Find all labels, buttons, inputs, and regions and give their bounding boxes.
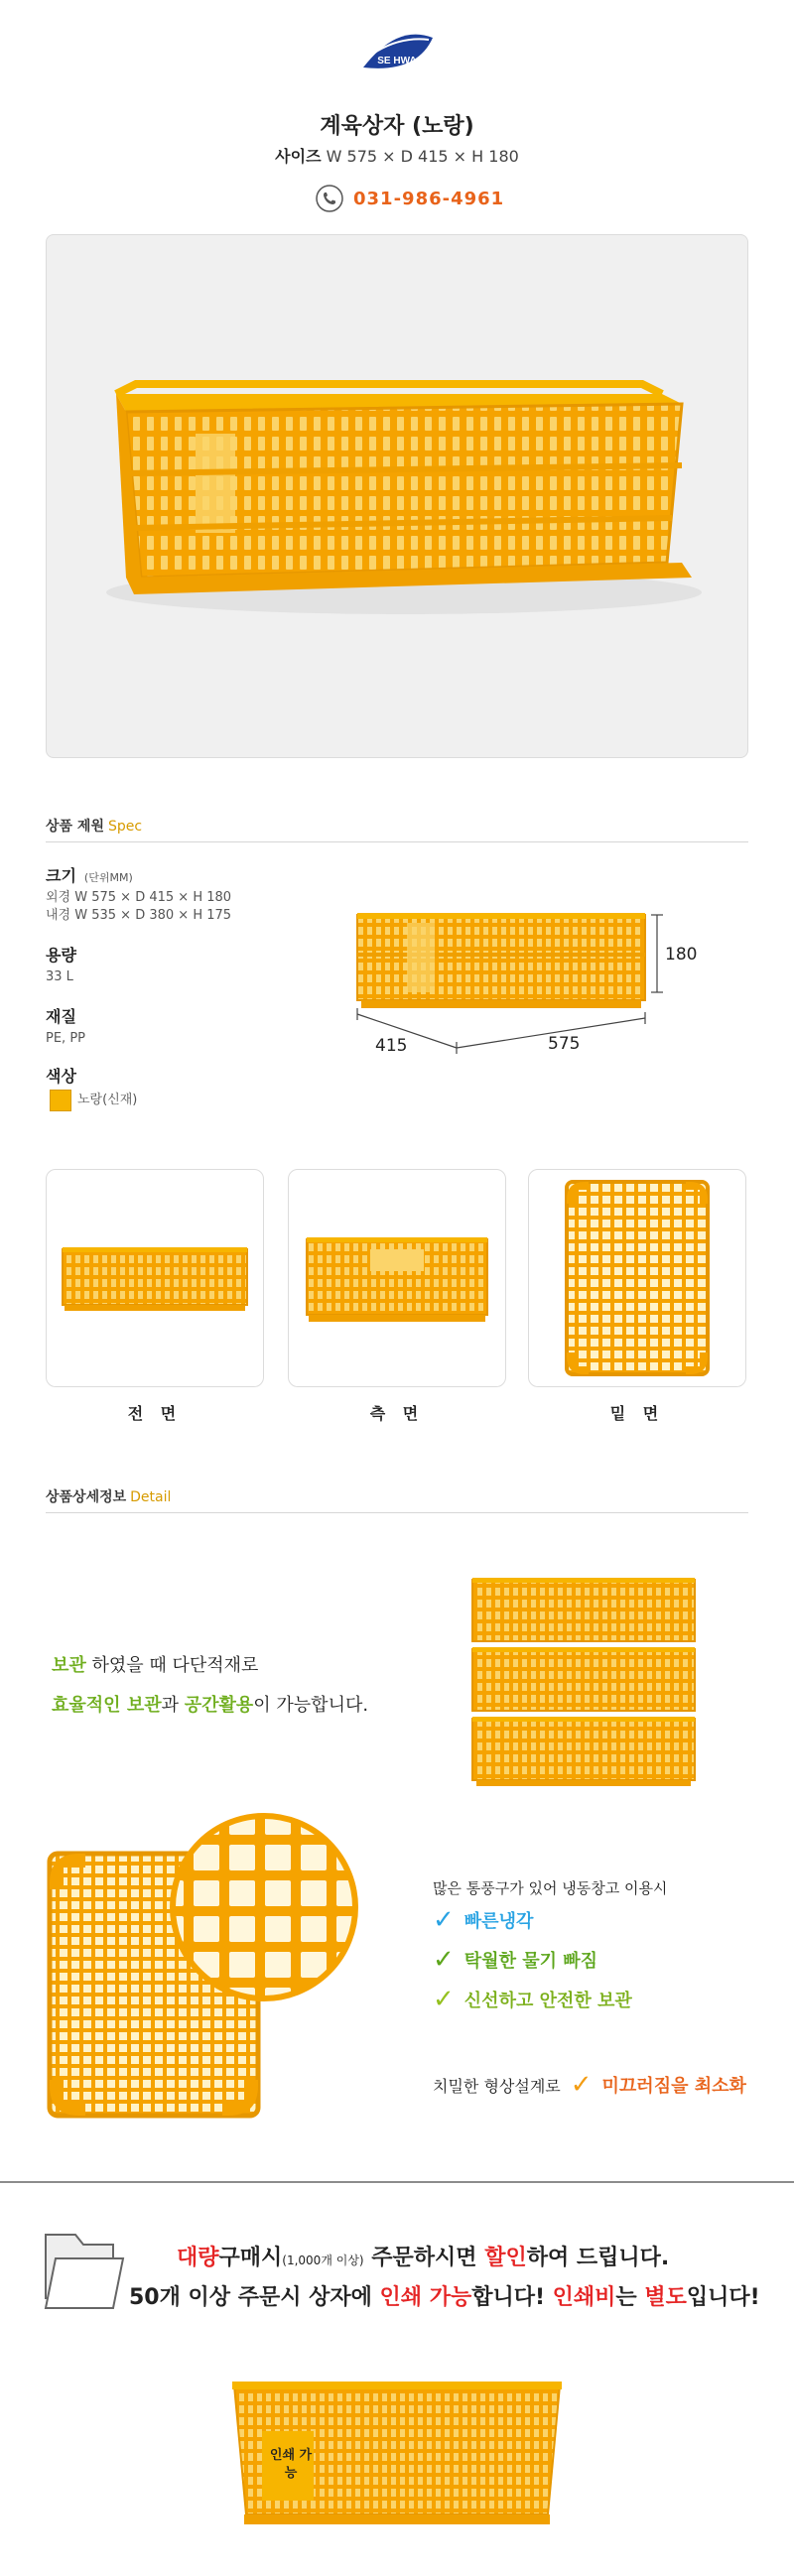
size-unit: (단위MM): [83, 871, 133, 884]
design-row: [433, 2070, 746, 2100]
promo-bulk: 대량: [177, 2246, 219, 2270]
size-heading-text: 크기: [46, 866, 76, 885]
dim-width: 575: [548, 1034, 581, 1054]
product-title: 계육상자 (노랑): [320, 114, 474, 139]
feature-1: 빠른냉각: [463, 1911, 534, 1932]
stack-line-1: [52, 1651, 258, 1677]
color-value: 노랑(신재): [77, 1093, 138, 1107]
spec-title-ko: 상품 제원: [46, 819, 104, 835]
bottom-view-image: [529, 1170, 745, 1386]
stack-text-2: 과: [161, 1695, 185, 1716]
stack-keyword: 보관: [52, 1655, 86, 1676]
phone-icon: [316, 185, 343, 212]
front-view-box: [46, 1169, 264, 1387]
promo-text: 합니다!: [471, 2285, 553, 2310]
size-heading: [46, 863, 133, 886]
spec-section-title: [46, 816, 142, 836]
side-view-label: 측 면: [369, 1404, 425, 1423]
bottom-view-box: [528, 1169, 746, 1387]
product-size: [0, 144, 794, 167]
dim-depth: 415: [375, 1036, 408, 1056]
crate-main-image: [47, 235, 749, 759]
promo-text: 50개 이상 주문시 상자에: [129, 2285, 380, 2310]
feature-2: 탁월한 물기 빠짐: [463, 1951, 598, 1972]
check-icon: ✓: [433, 1905, 455, 1935]
detail-title-ko: 상품상세정보: [46, 1489, 127, 1505]
promo-text: 입니다!: [686, 2285, 760, 2310]
side-view-image: [289, 1170, 505, 1386]
promo-text: 구매시: [218, 2246, 283, 2270]
stack-keyword-2: 효율적인 보관: [52, 1695, 162, 1716]
stack-line-2: [52, 1691, 368, 1717]
capacity-heading: 용량: [46, 946, 76, 965]
detail-divider: [46, 1512, 748, 1513]
brand-logo: [357, 28, 437, 81]
front-view-label: 전 면: [127, 1404, 183, 1423]
promo-text: 는: [615, 2285, 645, 2310]
feature-row-1: [433, 1905, 533, 1935]
spec-title-en: Spec: [107, 819, 143, 835]
capacity-value: 33 L: [46, 969, 73, 984]
detail-title-en: Detail: [130, 1489, 172, 1505]
phone-number[interactable]: 031-986-4961: [353, 188, 505, 209]
feature-row-3: [433, 1985, 632, 2014]
bottom-grid-zoom-image: [46, 1804, 363, 2122]
check-icon: ✓: [433, 1985, 455, 2014]
logo-text: SE HWA: [377, 56, 417, 66]
phone-contact[interactable]: [316, 185, 504, 212]
stack-keyword-3: 공간활용: [184, 1695, 254, 1716]
promo-divider: [0, 2181, 794, 2183]
detail-section-title: [46, 1486, 171, 1506]
color-heading: 색상: [46, 1067, 76, 1086]
check-icon: ✓: [570, 2070, 593, 2100]
promo-line-1: [177, 2241, 669, 2271]
stack-text-1: 하였을 때 다단적재로: [85, 1655, 259, 1676]
main-product-image: [46, 234, 748, 758]
outer-size: 외경 W 575 × D 415 × H 180: [46, 890, 232, 905]
check-icon: ✓: [433, 1945, 455, 1975]
feature-3: 신선하고 안전한 보관: [463, 1991, 632, 2011]
material-value: PE, PP: [46, 1031, 85, 1046]
promo-text: 하여 드립니다.: [526, 2246, 670, 2270]
promo-discount: 할인: [484, 2246, 527, 2270]
side-view-box: [288, 1169, 506, 1387]
vent-intro: 많은 통풍구가 있어 냉동창고 이용시: [433, 1879, 668, 1897]
material-heading: 재질: [46, 1007, 76, 1026]
inner-size: 내경 W 535 × D 380 × H 175: [46, 908, 232, 923]
front-view-image: [47, 1170, 263, 1386]
bottom-view-label: 밑 면: [609, 1404, 665, 1423]
stacked-crates-image: [466, 1574, 701, 1792]
folder-icon: [36, 2229, 125, 2314]
design-highlight: 미끄러짐을 최소화: [601, 2076, 746, 2097]
promo-printable: 인쇄 가능: [379, 2285, 472, 2310]
design-text: 치밀한 형상설계로: [433, 2076, 561, 2096]
color-swatch: [50, 1090, 71, 1111]
promo-qty: (1,000개 이상): [282, 2254, 364, 2267]
size-label: 사이즈: [275, 147, 322, 166]
promo-separate: 별도: [644, 2285, 687, 2310]
promo-print-cost: 인쇄비: [552, 2285, 616, 2310]
promo-text: 주문하시면: [363, 2246, 485, 2270]
spec-divider: [46, 841, 748, 842]
promo-line-2: [129, 2280, 760, 2311]
dim-height: 180: [665, 945, 698, 965]
stack-text-3: 이 가능합니다.: [253, 1695, 369, 1716]
size-value: W 575 × D 415 × H 180: [326, 147, 519, 166]
print-area-label: 인쇄 가능: [269, 2448, 313, 2481]
feature-row-2: [433, 1945, 597, 1975]
